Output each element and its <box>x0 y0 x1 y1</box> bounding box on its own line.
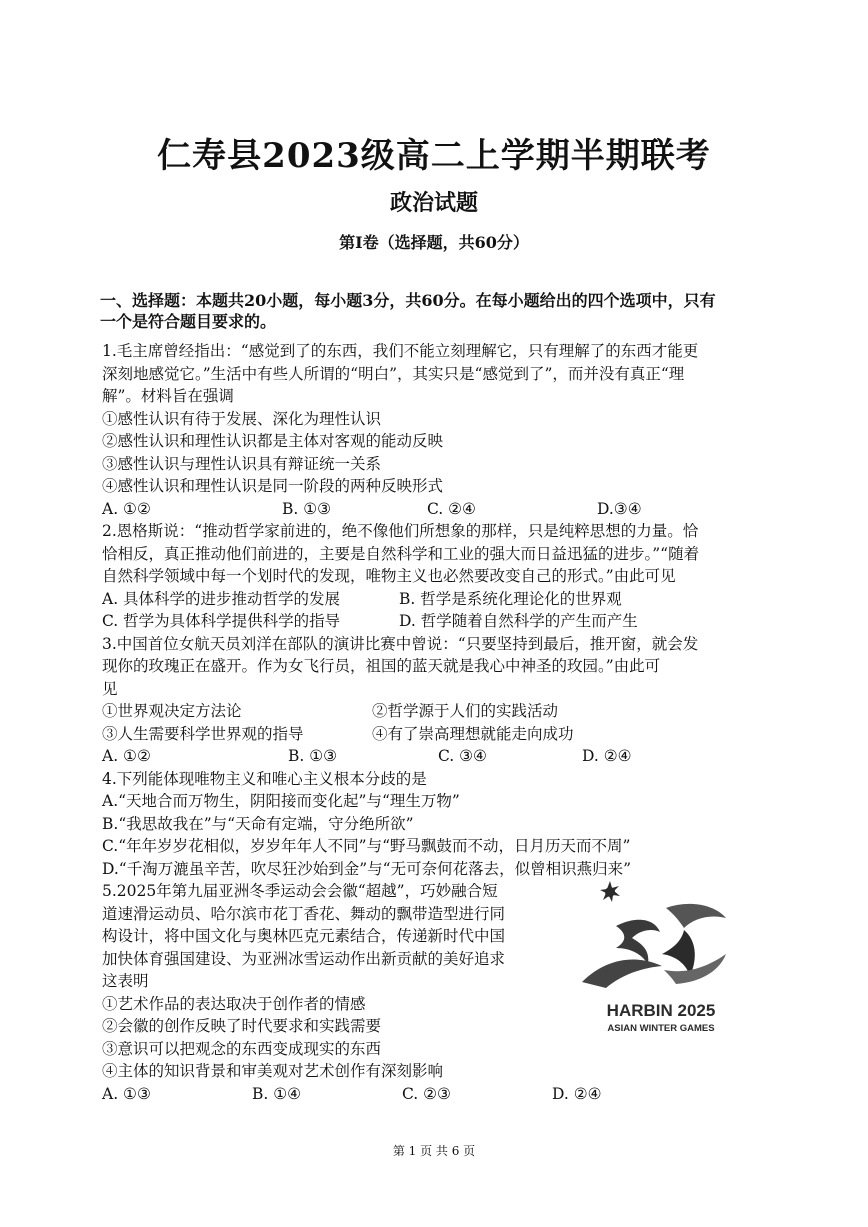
q2-options-row-1 <box>102 588 778 611</box>
q3-option-d: D. ②④ <box>582 747 632 765</box>
q3-item: ③人生需要科学世界观的指导 <box>102 724 304 743</box>
q4-option-d: D.“千淘万漉虽辛苦，吹尽狂沙始到金”与“无可奈何花落去，似曾相识燕归来” <box>102 859 632 878</box>
q5-option-c: C. ②③ <box>402 1084 451 1103</box>
q4-option-c: C.“年年岁岁花相似，岁岁年年人不同”与“野马飘鼓而不动，日月历天而不周” <box>102 837 631 855</box>
q1-option-d: D.③④ <box>597 499 642 518</box>
q2-option-a: A. 具体科学的进步推动哲学的发展 <box>102 589 341 608</box>
q1-item: ③感性认识与理性认识具有辩证统一关系 <box>102 454 382 473</box>
q2-option-b: B. 哲学是系统化理论化的世界观 <box>399 589 622 608</box>
q3-line: 3.中国首位女航天员刘洋在部队的演讲比赛中曾说：“只要坚持到最后，推开窗，就会发 <box>102 634 699 653</box>
q4-option-a: A.“天地合而万物生，阴阳接而变化起”与“理生万物” <box>102 792 460 810</box>
logo-subtitle: ASIAN WINTER GAMES <box>607 1023 715 1034</box>
q4-option-b: B.“我思故我在”与“天命有定端，守分绝所欲” <box>102 814 414 833</box>
q1-line: 深刻地感觉它。”生活中有些人所谓的“明白”，其实只是“感觉到了”，而并没有真正“理 <box>102 364 685 383</box>
q1-options <box>102 498 778 521</box>
q5-options <box>102 1083 778 1106</box>
q3-item: ④有了崇高理想就能走向成功 <box>372 724 574 743</box>
skater-ribbon-shape <box>662 930 695 976</box>
q3-option-b: B. ①③ <box>288 747 338 765</box>
q2-option-d: D. 哲学随着自然科学的产生而产生 <box>399 612 638 630</box>
page-footer: 第 1 页 共 6 页 <box>392 1144 476 1158</box>
q1-line: 解”。材料旨在强调 <box>102 387 234 405</box>
q5-line: 道速滑运动员、哈尔滨市花丁香花、舞动的飘带造型进行同 <box>102 904 506 923</box>
q1-item: ②感性认识和理性认识都是主体对客观的能动反映 <box>102 432 444 450</box>
q5-item: ④主体的知识背景和审美观对艺术创作有深刻影响 <box>102 1062 444 1080</box>
q5-option-b: B. ①④ <box>252 1084 302 1103</box>
q5-item: ③意识可以把观念的东西变成现实的东西 <box>102 1039 382 1058</box>
q2-options-row-2 <box>102 610 778 633</box>
q2-option-c: C. 哲学为具体科学提供科学的指导 <box>102 612 341 630</box>
skater-ribbon-shape <box>666 904 726 928</box>
q5-line: 构设计，将中国文化与奥林匹克元素结合，传递新时代中国 <box>102 927 506 945</box>
logo-title: HARBIN 2025 <box>606 1001 716 1020</box>
q3-item: ①世界观决定方法论 <box>102 702 242 720</box>
lilac-star-icon <box>600 881 620 902</box>
q5-line: 加快体育强国建设、为亚洲冰雪运动作出新贡献的美好追求 <box>102 949 506 968</box>
q3-line: 现你的玫瑰正在盛开。作为女飞行员，祖国的蓝天就是我心中神圣的玫园。”由此可 <box>102 657 661 675</box>
skater-ribbon-shape <box>582 959 662 988</box>
q3-options <box>102 745 778 768</box>
q1-item: ①感性认识有待于发展、深化为理性认识 <box>102 409 382 428</box>
q1-item: ④感性认识和理性认识是同一阶段的两种反映形式 <box>102 477 444 495</box>
q1-option-a: A. ①② <box>102 499 151 518</box>
q3-items-row-2 <box>102 723 778 746</box>
q1-line: 1.毛主席曾经指出：“感觉到了的东西，我们不能立刻理解它，只有理解了的东西才能更 <box>102 342 699 360</box>
q5-option-d: D. ②④ <box>552 1084 602 1103</box>
question-4 <box>102 768 778 881</box>
q3-option-a: A. ①② <box>102 747 151 765</box>
q5-stem <box>102 880 557 1083</box>
question-2 <box>102 520 778 633</box>
skater-ribbon-shape <box>616 920 660 964</box>
q5-line: 这表明 <box>102 972 149 990</box>
q5-line: 5.2025年第九届亚洲冬季运动会会徽“超越”，巧妙融合短 <box>102 882 498 900</box>
q4-line: 4.下列能体现唯物主义和唯心主义根本分歧的是 <box>102 769 427 788</box>
q3-line: 见 <box>102 679 118 698</box>
exam-subtitle: 政治试题 <box>389 190 478 216</box>
q3-option-c: C. ③④ <box>438 747 487 765</box>
exam-title: 仁寿县2023级高二上学期半期联考 <box>157 136 711 176</box>
q3-item: ②哲学源于人们的实践活动 <box>372 702 559 720</box>
volume-heading: 第Ⅰ卷（选择题，共60分） <box>339 233 529 252</box>
q2-line: 2.恩格斯说：“推动哲学家前进的，绝不像他们所想象的那样，只是纯粹思想的力量。恰 <box>102 522 699 540</box>
q1-option-b: B. ①③ <box>282 499 332 518</box>
q5-item: ①艺术作品的表达取决于创作者的情感 <box>102 994 366 1013</box>
question-3 <box>102 633 778 768</box>
section-line-1: 一、选择题：本题共20小题，每小题3分，共60分。在每小题给出的四个选项中，只有 <box>100 291 716 310</box>
question-1 <box>102 340 778 520</box>
q5-option-a: A. ①③ <box>102 1084 151 1103</box>
skater-ribbon-shape <box>664 954 726 984</box>
q2-line: 自然科学领域中每一个划时代的发现，唯物主义也必然要改变自己的形式。”由此可见 <box>102 567 676 585</box>
section-line-2: 一个是符合题目要求的。 <box>100 311 277 331</box>
harbin-2025-emblem-icon <box>576 878 746 1038</box>
q1-option-c: C. ②④ <box>427 499 476 518</box>
q5-item: ②会徽的创作反映了时代要求和实践需要 <box>102 1017 382 1035</box>
harbin-2025-logo <box>576 878 746 1038</box>
section-instructions <box>100 286 780 329</box>
q3-items-row-1 <box>102 700 778 723</box>
q2-line: 恰相反，真正推动他们前进的，主要是自然科学和工业的强大而日益迅猛的进步。”“随着 <box>102 544 700 563</box>
